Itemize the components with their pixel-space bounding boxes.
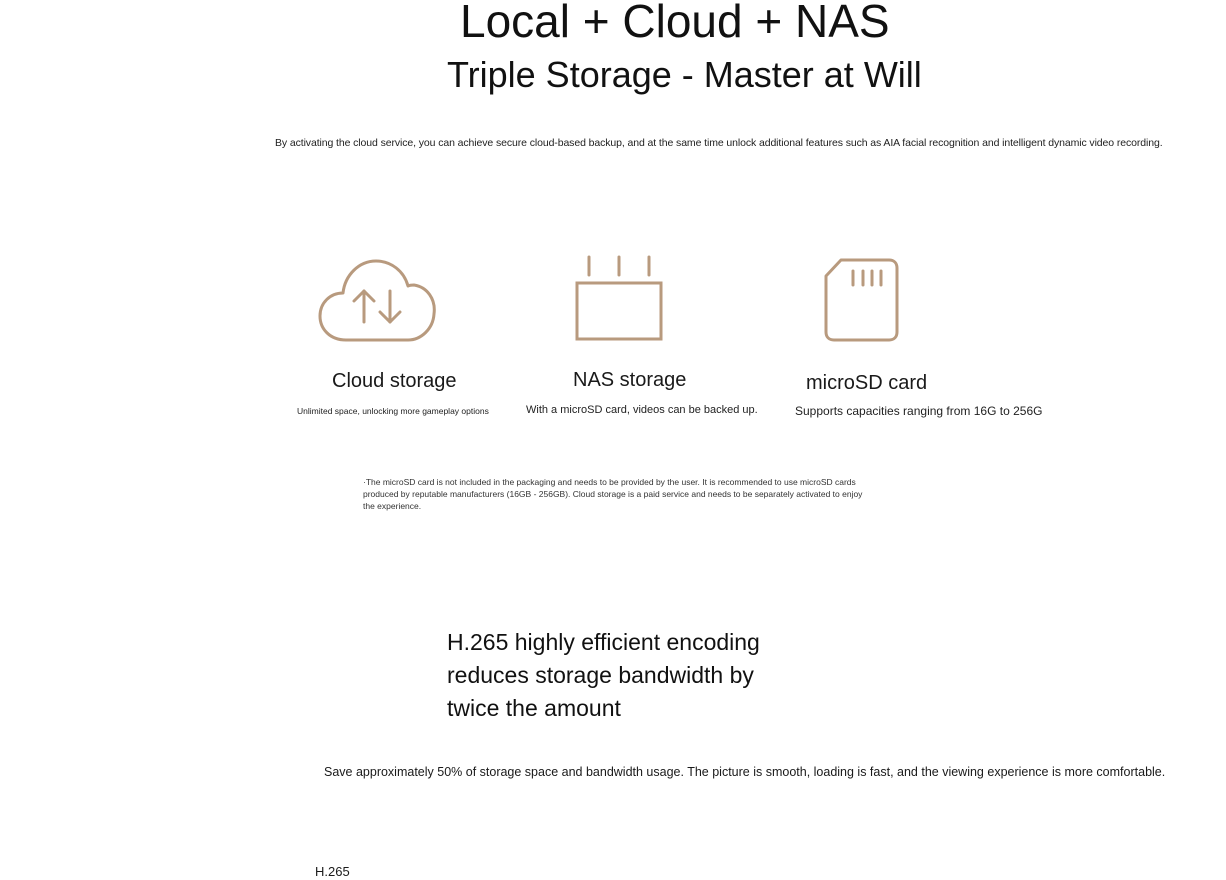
h265-description: Save approximately 50% of storage space and bandwidth usage. The picture is smooth, loading is fast, and the viewing experience is more comfortable.	[324, 765, 1166, 779]
sd-card-icon	[823, 257, 901, 343]
microsd-card-title: microSD card	[806, 372, 928, 394]
storage-note: ·The microSD card is not included in the packaging and needs to be provided by the user. It is recommended to use microSD cards produced by reputable manufacturers (16GB - 256GB). Cloud storage is a paid service and needs to be separately activated to enjoy the experience.	[363, 477, 863, 511]
h265-label: H.265	[315, 864, 350, 879]
nas-device-icon	[574, 255, 666, 345]
cloud-storage-title: Cloud storage	[332, 370, 457, 392]
nas-storage-title: NAS storage	[573, 369, 687, 391]
h265-heading: H.265 highly efficient encoding reduces storage bandwidth by twice the amount	[447, 629, 760, 721]
nas-storage-desc: With a microSD card, videos can be backed up.	[526, 404, 758, 416]
microsd-card-desc: Supports capacities ranging from 16G to 256G	[795, 404, 1043, 418]
cloud-upload-download-icon	[318, 258, 438, 344]
cloud-storage-desc: Unlimited space, unlocking more gameplay options	[297, 406, 489, 416]
page-title: Local + Cloud + NAS	[460, 0, 890, 47]
page-subtitle: Triple Storage - Master at Will	[447, 54, 922, 95]
intro-text: By activating the cloud service, you can achieve secure cloud-based backup, and at the same time unlock additional features such as AIA facial recognition and intelligent dynamic video recording.	[275, 137, 1163, 149]
